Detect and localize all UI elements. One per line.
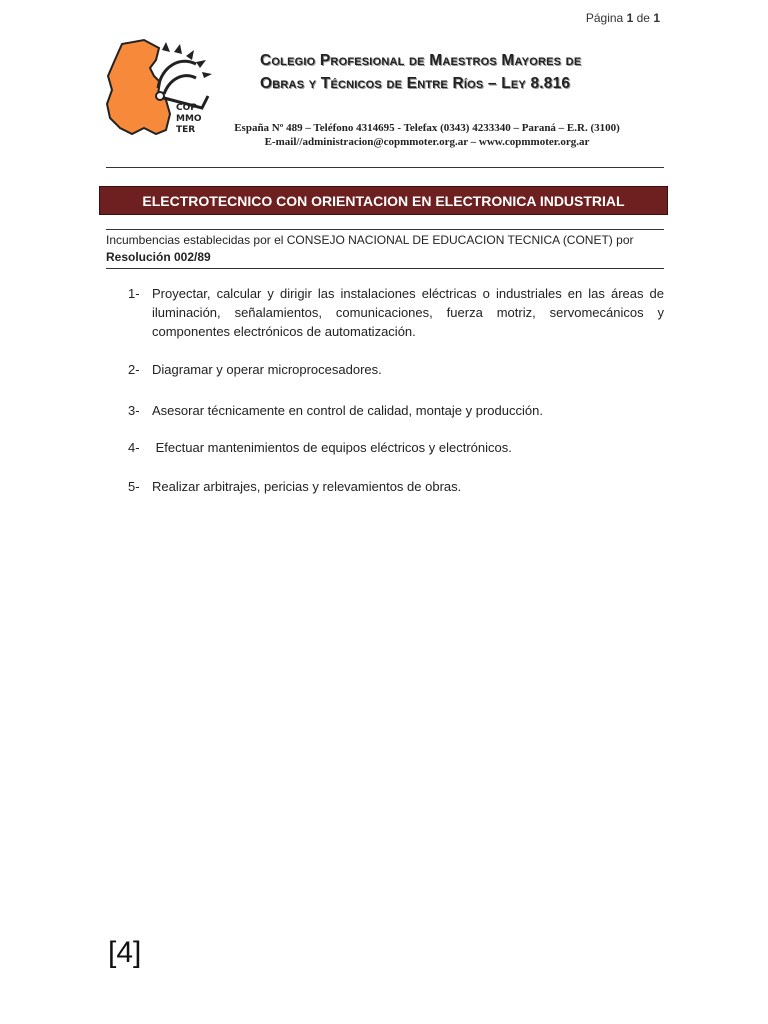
item-number: 4- [128, 440, 140, 455]
org-title [260, 49, 680, 95]
logo-text-3: TER [176, 125, 196, 135]
list-item [128, 284, 664, 341]
entre-rios-map-shape [107, 40, 170, 134]
list-item [128, 401, 664, 420]
resolution-text: Incumbencias establecidas por el CONSEJO NACIONAL DE EDUCACION TECNICA (CONET) por [106, 233, 634, 247]
footer-page-mark: [4] [108, 936, 142, 969]
list-item [128, 477, 664, 496]
list-item [128, 360, 664, 379]
address-line: España Nº 489 – Teléfono 4314695 - Telefax (0343) 4233340 – Paraná – E.R. (3100) [234, 122, 620, 134]
logo-text-1: COP [176, 103, 197, 113]
item-text: Asesorar técnicamente en control de calidad, montaje y producción. [152, 403, 543, 418]
section-banner [99, 186, 668, 215]
item-text: Diagramar y operar microprocesadores. [152, 362, 382, 377]
email-line: E-mail//administracion@copmmoter.org.ar – www.copmmoter.org.ar [264, 136, 590, 148]
page-number: Página 1 de 1 [585, 11, 660, 25]
item-text: Realizar arbitrajes, pericias y relevamientos de obras. [152, 479, 462, 494]
item-number: 2- [128, 362, 140, 377]
compass-arc-inner [164, 76, 196, 94]
incumbencias-list [128, 284, 664, 496]
compass-pivot [156, 92, 164, 100]
org-title-line-1: Colegio Profesional de Maestros Mayores de [260, 52, 582, 69]
banner-title: ELECTROTECNICO CON ORIENTACION EN ELECTRONICA INDUSTRIAL [142, 192, 625, 209]
resolution-block [106, 229, 664, 269]
list-item [128, 438, 664, 457]
org-title-line-2: Obras y Técnicos de Entre Ríos – Ley 8.816 [260, 75, 571, 92]
item-text: Proyectar, calcular y dirigir las instalaciones eléctricas o industriales en las áreas de iluminación, señalamientos, comunicaciones, fuerza motriz, servomecánicos y componentes electrónicos de automatización. [152, 286, 664, 339]
header-divider [106, 167, 664, 168]
item-number: 1- [128, 286, 140, 301]
item-number: 3- [128, 403, 140, 418]
resolution-ref: Resolución 002/89 [106, 250, 211, 264]
item-number: 5- [128, 479, 140, 494]
logo-text-2: MMO [176, 114, 202, 124]
item-text: Efectuar mantenimientos de equipos eléctricos y electrónicos. [152, 440, 512, 455]
contact-info [200, 121, 654, 149]
